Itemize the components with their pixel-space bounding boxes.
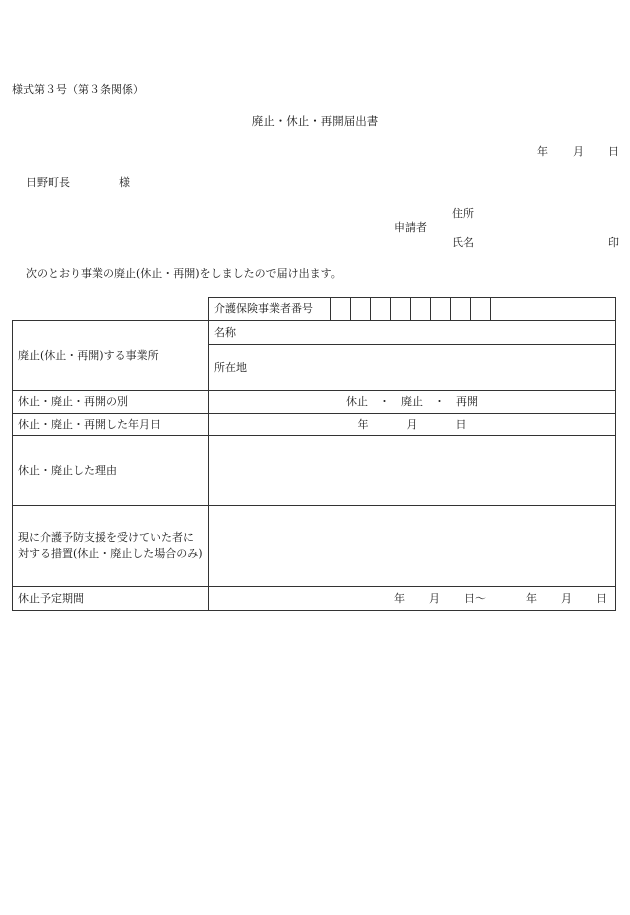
date-day: 日	[455, 417, 467, 431]
form-number: 様式第３号（第３条関係）	[12, 83, 144, 96]
insurance-number-digit[interactable]	[371, 298, 391, 321]
insurance-number-digit[interactable]	[431, 298, 451, 321]
period-to-month: 月	[561, 591, 572, 605]
type-label: 休止・廃止・再開の別	[13, 391, 209, 414]
date-year: 年	[357, 417, 369, 431]
submission-year: 年	[537, 145, 548, 158]
date-row	[13, 414, 616, 436]
period-to-year: 年	[526, 591, 537, 605]
applicant-name-label: 氏名	[452, 236, 474, 249]
measures-row	[13, 506, 616, 587]
insurance-number-digit[interactable]	[391, 298, 411, 321]
office-address-label: 所在地	[214, 360, 247, 374]
office-label: 廃止(休止・再開)する事業所	[13, 321, 209, 391]
seal-mark: 印	[608, 236, 619, 249]
date-month: 月	[406, 417, 418, 431]
insurance-number-digit[interactable]	[411, 298, 431, 321]
insurance-number-digit[interactable]	[451, 298, 471, 321]
period-field[interactable]	[209, 587, 616, 611]
addressee-honorific: 様	[119, 176, 130, 189]
addressee-name: 日野町長	[26, 176, 70, 189]
applicant-label: 申請者	[394, 221, 427, 234]
period-label: 休止予定期間	[13, 587, 209, 611]
period-from-day: 日～	[464, 591, 486, 605]
reason-row	[13, 436, 616, 506]
office-name-label: 名称	[214, 325, 236, 339]
measures-label: 現に介護予防支援を受けていた者に対する措置(休止・廃止した場合のみ)	[13, 506, 209, 587]
reason-label: 休止・廃止した理由	[13, 436, 209, 506]
submission-month: 月	[573, 145, 584, 158]
office-address-field[interactable]	[209, 345, 616, 391]
applicant-address-label: 住所	[452, 207, 474, 220]
period-from-year: 年	[394, 591, 405, 605]
period-to-day: 日	[596, 591, 607, 605]
measures-field[interactable]	[209, 506, 616, 587]
period-from-month: 月	[429, 591, 440, 605]
document-title: 廃止・休止・再開届出書	[251, 114, 379, 128]
insurance-number-digit[interactable]	[471, 298, 491, 321]
type-row	[13, 391, 616, 414]
insurance-number-digit[interactable]	[491, 298, 616, 321]
date-label: 休止・廃止・再開した年月日	[13, 414, 209, 436]
period-row	[13, 587, 616, 611]
insurance-number-digit[interactable]	[331, 298, 351, 321]
date-field[interactable]	[209, 414, 616, 436]
intro-text: 次のとおり事業の廃止(休止・再開)をしましたので届け出ます。	[26, 267, 342, 280]
insurance-number-digit[interactable]	[351, 298, 371, 321]
insurance-number-label: 介護保険事業者番号	[209, 298, 331, 321]
notification-form-table	[12, 297, 616, 611]
submission-day: 日	[608, 145, 619, 158]
reason-field[interactable]	[209, 436, 616, 506]
insurance-number-row	[13, 298, 616, 321]
office-name-row	[13, 321, 616, 345]
type-options[interactable]: 休止 ・ 廃止 ・ 再開	[209, 391, 616, 414]
office-name-field[interactable]	[209, 321, 616, 345]
